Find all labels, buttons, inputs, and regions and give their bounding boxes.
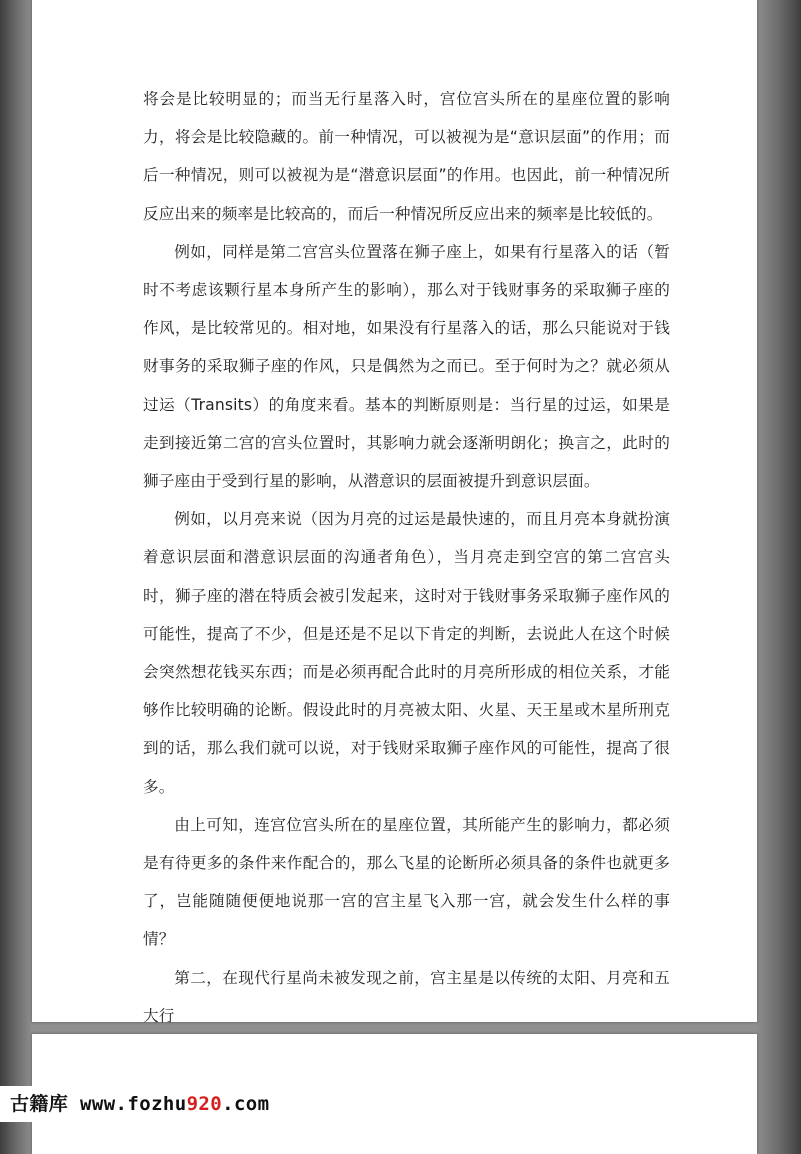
watermark-suffix: .com: [222, 1093, 270, 1115]
document-page: [32, 0, 757, 1025]
page-body-text: [143, 80, 670, 1035]
watermark-prefix: 古籍库 www.fozhu: [10, 1093, 187, 1115]
paragraph-2: 例如，同样是第二宫宫头位置落在狮子座上，如果有行星落入的话（暂时不考虑该颗行星本身所产生的影响），那么对于钱财事务的采取狮子座的作风，是比较常见的。相对地，如果没有行星落入的话，那么只能说对于钱财事务的采取狮子座的作风，只是偶然为之而已。至于何时为之？就必须从过运（Transits）的角度来看。基本的判断原则是：当行星的过运，如果是走到接近第二宫的宫头位置时，其影响力就会逐渐明朗化；换言之，此时的狮子座由于受到行星的影响，从潜意识的层面被提升到意识层面。: [143, 242, 670, 491]
paragraph-5: 第二，在现代行星尚未被发现之前，宫主星是以传统的太阳、月亮和五大行: [143, 968, 670, 1025]
paragraph-4: 由上可知，连宫位宫头所在的星座位置，其所能产生的影响力，都必须是有待更多的条件来作配合的，那么飞星的论断所必须具备的条件也就更多了，岂能随随便便地说那一宫的宫主星飞入那一宫，就会发生什么样的事情？: [143, 815, 670, 949]
watermark-accent-number: 920: [186, 1093, 223, 1115]
paragraph-3: 例如，以月亮来说（因为月亮的过运是最快速的，而且月亮本身就扮演着意识层面和潜意识层面的沟通者角色），当月亮走到空宫的第二宫宫头时，狮子座的潜在特质会被引发起来，这时对于钱财事务采取狮子座作风的可能性，提高了不少，但是还是不足以下肯定的判断，去说此人在这个时候会突然想花钱买东西；而是必须再配合此时的月亮所形成的相位关系，才能够作比较明确的论断。假设此时的月亮被太阳、火星、天王星或木星所刑克到的话，那么我们就可以说，对于钱财采取狮子座作风的可能性，提高了很多。: [143, 510, 670, 796]
paragraph-1: 将会是比较明显的；而当无行星落入时，宫位宫头所在的星座位置的影响力，将会是比较隐藏的。前一种情况，可以被视为是“意识层面”的作用；而后一种情况，则可以被视为是“潜意识层面”的作用。也因此，前一种情况所反应出来的频率是比较高的，而后一种情况所反应出来的频率是比较低的。: [143, 90, 670, 223]
site-watermark: [0, 1086, 270, 1122]
